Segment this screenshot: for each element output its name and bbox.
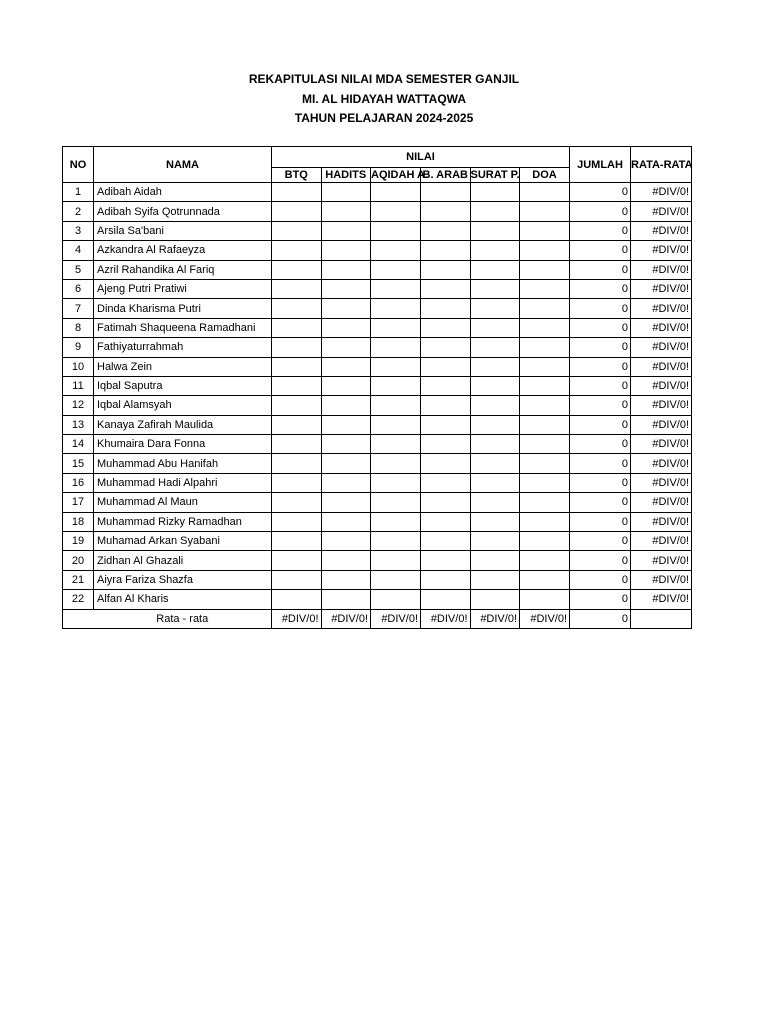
score-cell-hadits[interactable] <box>321 183 371 202</box>
score-cell-btq[interactable] <box>272 473 322 492</box>
score-cell-aqidah[interactable] <box>371 221 421 240</box>
student-name[interactable]: Muhammad Rizky Ramadhan <box>94 512 272 531</box>
student-no[interactable]: 18 <box>63 512 94 531</box>
score-cell-surat-p[interactable] <box>470 590 520 609</box>
student-rata-rata[interactable]: #DIV/0! <box>631 396 692 415</box>
table-row <box>63 570 692 589</box>
score-cell-btq[interactable] <box>272 260 322 279</box>
student-no[interactable]: 7 <box>63 299 94 318</box>
table-row <box>63 299 692 318</box>
score-cell-b-arab[interactable] <box>421 473 471 492</box>
student-rata-rata[interactable]: #DIV/0! <box>631 221 692 240</box>
student-name[interactable]: Aiyra Fariza Shazfa <box>94 570 272 589</box>
score-cell-hadits[interactable] <box>321 202 371 221</box>
score-cell-hadits[interactable] <box>321 299 371 318</box>
student-name[interactable]: Ajeng Putri Pratiwi <box>94 279 272 298</box>
table-row <box>63 590 692 609</box>
average-row <box>63 609 692 628</box>
student-no[interactable]: 2 <box>63 202 94 221</box>
score-cell-b-arab[interactable] <box>421 279 471 298</box>
score-cell-btq[interactable] <box>272 376 322 395</box>
score-cell-hadits[interactable] <box>321 415 371 434</box>
score-cell-btq[interactable] <box>272 338 322 357</box>
score-cell-doa[interactable] <box>520 241 570 260</box>
score-cell-surat-p[interactable] <box>470 512 520 531</box>
score-cell-b-arab[interactable] <box>421 260 471 279</box>
score-cell-doa[interactable] <box>520 435 570 454</box>
score-cell-doa[interactable] <box>520 279 570 298</box>
student-no[interactable]: 20 <box>63 551 94 570</box>
score-cell-surat-p[interactable] <box>470 260 520 279</box>
header-subject-hadits[interactable]: HADITS <box>321 168 371 183</box>
score-cell-surat-p[interactable] <box>470 570 520 589</box>
student-rata-rata[interactable]: #DIV/0! <box>631 318 692 337</box>
student-jumlah[interactable]: 0 <box>570 376 631 395</box>
student-name[interactable]: Arsila Sa'bani <box>94 221 272 240</box>
school-name: MI. AL HIDAYAH WATTAQWA <box>301 91 466 106</box>
student-rata-rata[interactable]: #DIV/0! <box>631 570 692 589</box>
score-cell-hadits[interactable] <box>321 260 371 279</box>
score-cell-b-arab[interactable] <box>421 338 471 357</box>
grades-table <box>62 146 692 629</box>
score-cell-btq[interactable] <box>272 570 322 589</box>
average-rata-rata[interactable] <box>631 609 692 628</box>
score-cell-doa[interactable] <box>520 532 570 551</box>
score-cell-hadits[interactable] <box>321 221 371 240</box>
score-cell-aqidah[interactable] <box>371 376 421 395</box>
score-cell-btq[interactable] <box>272 454 322 473</box>
table-row <box>63 551 692 570</box>
student-name[interactable]: Fatimah Shaqueena Ramadhani <box>94 318 272 337</box>
score-cell-hadits[interactable] <box>321 590 371 609</box>
score-cell-aqidah[interactable] <box>371 570 421 589</box>
score-cell-surat-p[interactable] <box>470 435 520 454</box>
score-cell-hadits[interactable] <box>321 279 371 298</box>
score-cell-b-arab[interactable] <box>421 299 471 318</box>
score-cell-b-arab[interactable] <box>421 570 471 589</box>
table-row <box>63 415 692 434</box>
score-cell-aqidah[interactable] <box>371 551 421 570</box>
student-rata-rata[interactable]: #DIV/0! <box>631 435 692 454</box>
score-cell-surat-p[interactable] <box>470 473 520 492</box>
student-name[interactable]: Adibah Syifa Qotrunnada <box>94 202 272 221</box>
score-cell-btq[interactable] <box>272 299 322 318</box>
score-cell-hadits[interactable] <box>321 532 371 551</box>
score-cell-b-arab[interactable] <box>421 241 471 260</box>
table-row <box>63 202 692 221</box>
score-cell-doa[interactable] <box>520 570 570 589</box>
score-cell-b-arab[interactable] <box>421 357 471 376</box>
header-row <box>63 147 692 168</box>
score-cell-btq[interactable] <box>272 318 322 337</box>
score-cell-surat-p[interactable] <box>470 338 520 357</box>
score-cell-doa[interactable] <box>520 338 570 357</box>
score-cell-aqidah[interactable] <box>371 299 421 318</box>
score-cell-aqidah[interactable] <box>371 318 421 337</box>
student-jumlah[interactable]: 0 <box>570 551 631 570</box>
score-cell-surat-p[interactable] <box>470 318 520 337</box>
score-cell-b-arab[interactable] <box>421 435 471 454</box>
student-no[interactable]: 13 <box>63 415 94 434</box>
score-cell-surat-p[interactable] <box>470 299 520 318</box>
student-rata-rata[interactable]: #DIV/0! <box>631 415 692 434</box>
student-jumlah[interactable]: 0 <box>570 299 631 318</box>
score-cell-btq[interactable] <box>272 202 322 221</box>
student-name[interactable]: Khumaira Dara Fonna <box>94 435 272 454</box>
average-aqidah[interactable]: #DIV/0! <box>371 609 421 628</box>
student-jumlah[interactable]: 0 <box>570 473 631 492</box>
student-jumlah[interactable]: 0 <box>570 396 631 415</box>
table-row <box>63 376 692 395</box>
score-cell-hadits[interactable] <box>321 435 371 454</box>
student-no[interactable]: 22 <box>63 590 94 609</box>
header-subject-doa[interactable]: DOA <box>520 168 570 183</box>
student-no[interactable]: 17 <box>63 493 94 512</box>
student-name[interactable]: Muhamad Arkan Syabani <box>94 532 272 551</box>
student-rows <box>63 183 692 610</box>
score-cell-b-arab[interactable] <box>421 454 471 473</box>
score-cell-hadits[interactable] <box>321 318 371 337</box>
student-rata-rata[interactable]: #DIV/0! <box>631 376 692 395</box>
score-cell-btq[interactable] <box>272 241 322 260</box>
student-name[interactable]: Iqbal Saputra <box>94 376 272 395</box>
header-no[interactable]: NO <box>63 147 94 183</box>
header-nilai[interactable]: NILAI <box>272 147 570 168</box>
score-cell-aqidah[interactable] <box>371 241 421 260</box>
score-cell-b-arab[interactable] <box>421 493 471 512</box>
score-cell-doa[interactable] <box>520 590 570 609</box>
score-cell-btq[interactable] <box>272 551 322 570</box>
score-cell-btq[interactable] <box>272 396 322 415</box>
score-cell-b-arab[interactable] <box>421 415 471 434</box>
score-cell-doa[interactable] <box>520 512 570 531</box>
student-no[interactable]: 15 <box>63 454 94 473</box>
score-cell-btq[interactable] <box>272 183 322 202</box>
student-rata-rata[interactable]: #DIV/0! <box>631 279 692 298</box>
student-jumlah[interactable]: 0 <box>570 435 631 454</box>
score-cell-surat-p[interactable] <box>470 357 520 376</box>
student-jumlah[interactable]: 0 <box>570 493 631 512</box>
score-cell-doa[interactable] <box>520 318 570 337</box>
table-row <box>63 435 692 454</box>
score-cell-doa[interactable] <box>520 454 570 473</box>
student-no[interactable]: 4 <box>63 241 94 260</box>
student-name[interactable]: Alfan Al Kharis <box>94 590 272 609</box>
score-cell-doa[interactable] <box>520 415 570 434</box>
score-cell-doa[interactable] <box>520 357 570 376</box>
score-cell-doa[interactable] <box>520 493 570 512</box>
score-cell-doa[interactable] <box>520 396 570 415</box>
score-cell-doa[interactable] <box>520 183 570 202</box>
score-cell-aqidah[interactable] <box>371 396 421 415</box>
score-cell-hadits[interactable] <box>321 396 371 415</box>
student-rata-rata[interactable]: #DIV/0! <box>631 551 692 570</box>
table-row <box>63 454 692 473</box>
report-title-block <box>0 70 768 129</box>
score-cell-btq[interactable] <box>272 357 322 376</box>
score-cell-btq[interactable] <box>272 279 322 298</box>
header-rata-rata[interactable]: RATA-RATA <box>631 147 692 183</box>
score-cell-btq[interactable] <box>272 532 322 551</box>
student-no[interactable]: 11 <box>63 376 94 395</box>
score-cell-b-arab[interactable] <box>421 590 471 609</box>
table-row <box>63 318 692 337</box>
table-row <box>63 338 692 357</box>
student-rata-rata[interactable]: #DIV/0! <box>631 454 692 473</box>
score-cell-hadits[interactable] <box>321 512 371 531</box>
student-name[interactable]: Azril Rahandika Al Fariq <box>94 260 272 279</box>
score-cell-aqidah[interactable] <box>371 493 421 512</box>
score-cell-surat-p[interactable] <box>470 493 520 512</box>
header-jumlah[interactable]: JUMLAH <box>570 147 631 183</box>
table-row <box>63 396 692 415</box>
student-jumlah[interactable]: 0 <box>570 512 631 531</box>
student-no[interactable]: 9 <box>63 338 94 357</box>
student-name[interactable]: Dinda Kharisma Putri <box>94 299 272 318</box>
student-jumlah[interactable]: 0 <box>570 357 631 376</box>
student-jumlah[interactable]: 0 <box>570 279 631 298</box>
student-jumlah[interactable]: 0 <box>570 221 631 240</box>
score-cell-hadits[interactable] <box>321 473 371 492</box>
score-cell-aqidah[interactable] <box>371 435 421 454</box>
table-row <box>63 473 692 492</box>
score-cell-btq[interactable] <box>272 415 322 434</box>
student-no[interactable]: 8 <box>63 318 94 337</box>
student-jumlah[interactable]: 0 <box>570 415 631 434</box>
student-no[interactable]: 10 <box>63 357 94 376</box>
student-jumlah[interactable]: 0 <box>570 318 631 337</box>
student-jumlah[interactable]: 0 <box>570 202 631 221</box>
score-cell-btq[interactable] <box>272 435 322 454</box>
student-rata-rata[interactable]: #DIV/0! <box>631 357 692 376</box>
score-cell-b-arab[interactable] <box>421 183 471 202</box>
student-jumlah[interactable]: 0 <box>570 532 631 551</box>
student-name[interactable]: Adibah Aidah <box>94 183 272 202</box>
score-cell-aqidah[interactable] <box>371 183 421 202</box>
score-cell-doa[interactable] <box>520 202 570 221</box>
student-name[interactable]: Fathiyaturrahmah <box>94 338 272 357</box>
score-cell-aqidah[interactable] <box>371 279 421 298</box>
student-rata-rata[interactable]: #DIV/0! <box>631 299 692 318</box>
score-cell-surat-p[interactable] <box>470 415 520 434</box>
table-row <box>63 357 692 376</box>
header-nama[interactable]: NAMA <box>94 147 272 183</box>
score-cell-b-arab[interactable] <box>421 512 471 531</box>
student-no[interactable]: 12 <box>63 396 94 415</box>
score-cell-aqidah[interactable] <box>371 260 421 279</box>
score-cell-b-arab[interactable] <box>421 551 471 570</box>
student-rata-rata[interactable]: #DIV/0! <box>631 493 692 512</box>
score-cell-b-arab[interactable] <box>421 318 471 337</box>
score-cell-b-arab[interactable] <box>421 532 471 551</box>
score-cell-btq[interactable] <box>272 221 322 240</box>
student-rata-rata[interactable]: #DIV/0! <box>631 512 692 531</box>
average-b-arab[interactable]: #DIV/0! <box>421 609 471 628</box>
table-row <box>63 512 692 531</box>
score-cell-aqidah[interactable] <box>371 590 421 609</box>
score-cell-surat-p[interactable] <box>470 279 520 298</box>
score-cell-doa[interactable] <box>520 473 570 492</box>
student-jumlah[interactable]: 0 <box>570 338 631 357</box>
average-jumlah[interactable]: 0 <box>570 609 631 628</box>
average-hadits[interactable]: #DIV/0! <box>321 609 371 628</box>
score-cell-hadits[interactable] <box>321 551 371 570</box>
header-subject-aqidah[interactable]: AQIDAH A. <box>371 169 429 181</box>
score-cell-surat-p[interactable] <box>470 532 520 551</box>
student-name[interactable]: Kanaya Zafirah Maulida <box>94 415 272 434</box>
average-btq[interactable]: #DIV/0! <box>272 609 322 628</box>
score-cell-surat-p[interactable] <box>470 454 520 473</box>
score-cell-doa[interactable] <box>520 221 570 240</box>
score-cell-b-arab[interactable] <box>421 376 471 395</box>
student-no[interactable]: 21 <box>63 570 94 589</box>
header-subject-btq[interactable]: BTQ <box>272 168 322 183</box>
student-name[interactable]: Azkandra Al Rafaeyza <box>94 241 272 260</box>
score-cell-btq[interactable] <box>272 493 322 512</box>
table-row <box>63 221 692 240</box>
score-cell-hadits[interactable] <box>321 493 371 512</box>
score-cell-surat-p[interactable] <box>470 376 520 395</box>
score-cell-hadits[interactable] <box>321 338 371 357</box>
student-no[interactable]: 5 <box>63 260 94 279</box>
report-title: REKAPITULASI NILAI MDA SEMESTER GANJIL <box>248 72 520 86</box>
score-cell-btq[interactable] <box>272 512 322 531</box>
student-jumlah[interactable]: 0 <box>570 183 631 202</box>
table-row <box>63 183 692 202</box>
table-row <box>63 532 692 551</box>
score-cell-hadits[interactable] <box>321 357 371 376</box>
score-cell-aqidah[interactable] <box>371 532 421 551</box>
score-cell-b-arab[interactable] <box>421 396 471 415</box>
score-cell-hadits[interactable] <box>321 570 371 589</box>
table-row <box>63 241 692 260</box>
student-rata-rata[interactable]: #DIV/0! <box>631 473 692 492</box>
student-rata-rata[interactable]: #DIV/0! <box>631 260 692 279</box>
score-cell-doa[interactable] <box>520 376 570 395</box>
average-surat-p[interactable]: #DIV/0! <box>470 609 520 628</box>
student-rata-rata[interactable]: #DIV/0! <box>631 241 692 260</box>
student-rata-rata[interactable]: #DIV/0! <box>631 183 692 202</box>
average-row-label[interactable]: Rata - rata <box>94 609 272 628</box>
score-cell-aqidah[interactable] <box>371 415 421 434</box>
score-cell-surat-p[interactable] <box>470 183 520 202</box>
table-row <box>63 493 692 512</box>
score-cell-surat-p[interactable] <box>470 202 520 221</box>
score-cell-hadits[interactable] <box>321 241 371 260</box>
student-rata-rata[interactable]: #DIV/0! <box>631 532 692 551</box>
score-cell-surat-p[interactable] <box>470 551 520 570</box>
score-cell-surat-p[interactable] <box>470 396 520 415</box>
score-cell-aqidah[interactable] <box>371 338 421 357</box>
student-jumlah[interactable]: 0 <box>570 570 631 589</box>
score-cell-hadits[interactable] <box>321 376 371 395</box>
score-cell-doa[interactable] <box>520 260 570 279</box>
student-jumlah[interactable]: 0 <box>570 260 631 279</box>
score-cell-aqidah[interactable] <box>371 202 421 221</box>
student-no[interactable]: 3 <box>63 221 94 240</box>
average-row-no-cell[interactable] <box>63 609 94 628</box>
average-doa[interactable]: #DIV/0! <box>520 609 570 628</box>
score-cell-doa[interactable] <box>520 299 570 318</box>
score-cell-b-arab[interactable] <box>421 221 471 240</box>
student-jumlah[interactable]: 0 <box>570 590 631 609</box>
score-cell-doa[interactable] <box>520 551 570 570</box>
student-no[interactable]: 6 <box>63 279 94 298</box>
student-jumlah[interactable]: 0 <box>570 241 631 260</box>
student-rata-rata[interactable]: #DIV/0! <box>631 202 692 221</box>
score-cell-b-arab[interactable] <box>421 202 471 221</box>
student-name[interactable]: Iqbal Alamsyah <box>94 396 272 415</box>
student-no[interactable]: 19 <box>63 532 94 551</box>
student-no[interactable]: 16 <box>63 473 94 492</box>
header-subject-b-arab[interactable]: B. ARAB <box>421 168 471 183</box>
student-rata-rata[interactable]: #DIV/0! <box>631 590 692 609</box>
score-cell-surat-p[interactable] <box>470 221 520 240</box>
academic-year: TAHUN PELAJARAN 2024-2025 <box>294 111 474 125</box>
student-name[interactable]: Halwa Zein <box>94 357 272 376</box>
student-name[interactable]: Muhammad Hadi Alpahri <box>94 473 272 492</box>
score-cell-aqidah[interactable] <box>371 454 421 473</box>
score-cell-surat-p[interactable] <box>470 241 520 260</box>
student-rata-rata[interactable]: #DIV/0! <box>631 338 692 357</box>
header-subject-surat-p[interactable]: SURAT P. <box>470 169 520 181</box>
student-jumlah[interactable]: 0 <box>570 454 631 473</box>
score-cell-aqidah[interactable] <box>371 473 421 492</box>
student-name[interactable]: Muhammad Abu Hanifah <box>94 454 272 473</box>
student-no[interactable]: 14 <box>63 435 94 454</box>
score-cell-hadits[interactable] <box>321 454 371 473</box>
score-cell-aqidah[interactable] <box>371 357 421 376</box>
table-row <box>63 279 692 298</box>
student-name[interactable]: Zidhan Al Ghazali <box>94 551 272 570</box>
table-row <box>63 260 692 279</box>
score-cell-aqidah[interactable] <box>371 512 421 531</box>
student-name[interactable]: Muhammad Al Maun <box>94 493 272 512</box>
student-no[interactable]: 1 <box>63 183 94 202</box>
score-cell-btq[interactable] <box>272 590 322 609</box>
